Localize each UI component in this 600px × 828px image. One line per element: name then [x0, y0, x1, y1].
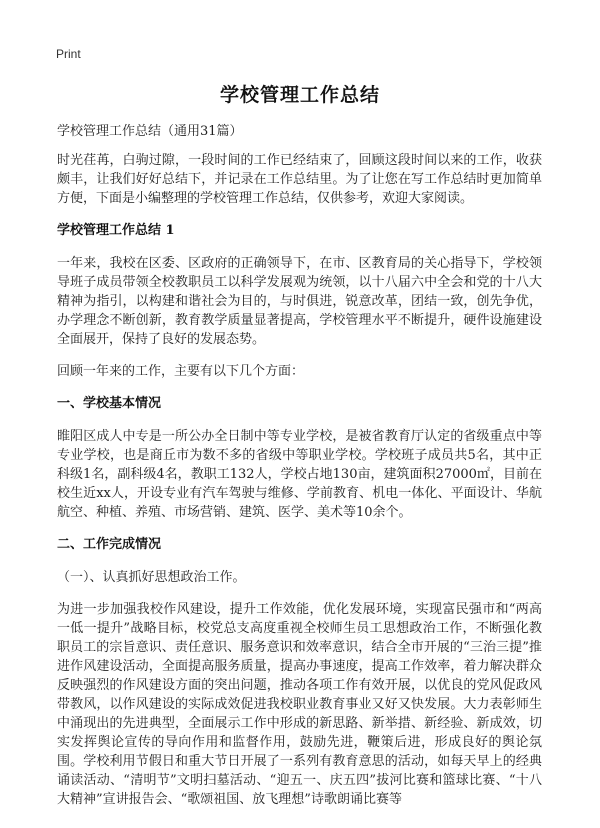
article-heading: 学校管理工作总结 1: [57, 223, 175, 238]
page-title: 学校管理工作总结: [219, 84, 380, 106]
section-1-text: 睢阳区成人中专是一所公办全日制中等专业学校，是被省教育厅认定的省级重点中等专业学校，也是商丘市为数不多的省级中等职业学校。学校班子成员共5名，其中正科级1名，副科级4名，教职工132人，学校占地130亩，建筑面积27000㎡，目前在校生近xx人，开设专业有汽车驾驶与维修、学前教育、机电一体化、平面设计、华航航空、种植、养殖、市场营销、建筑、医学、美术等10余个。: [57, 429, 542, 520]
print-link[interactable]: Print: [56, 47, 81, 61]
intro-paragraph: 时光荏苒，白驹过隙，一段时间的工作已经结束了，回顾这段时间以来的工作，收获颇丰，让我们好好总结下，并记录在工作总结里。为了让您在写工作总结时更加简单方便，下面是小编整理的学校管理工作总结，仅供参考，欢迎大家阅读。: [57, 153, 542, 206]
section-1-heading: 一、学校基本情况: [57, 396, 162, 411]
subsection-1-text: 为进一步加强我校作风建设，提升工作效能，优化发展环境，实现富民强市和“两高一低一提升”战略目标，校党总支高度重视全校师生员工思想政治工作，不断强化教职员工的宗旨意识、责任意识、服务意识和效率意识，结合全市开展的“三治三提”推进作风建设活动，全面提高服务质量，提高办事速度，提高工作效率，着力解决群众反映强烈的作风建设方面的突出问题，推动各项工作有效开展，以优良的党风促政风带教风，以作风建设的实际成效促进我校职业教育事业又好又快发展。大力表彰师生中涌现出的先进典型，全面展示工作中形成的新思路、新举措、新经验、新成效，切实发挥舆论宣传的导向作用和监督作用，鼓励先进，鞭策后进，形成良好的舆论氛围。学校利用节假日和重大节日开展了一系列有教育意思的活动，如每天早上的经典诵读活动、“清明节”文明扫墓活动、“迎五一、庆五四”拔河比赛和篮球比赛、“十八大精神”宣讲报告会、“歌颂祖国、放飞理想”诗歌朗诵比赛等: [57, 602, 542, 807]
section-2-heading: 二、工作完成情况: [57, 537, 162, 552]
paragraph-1: 一年来，我校在区委、区政府的正确领导下，在市、区教育局的关心指导下，学校领导班子成员带领全校教职员工以科学发展观为统领，以十八届六中全会和党的十八大精神为指引，以构建和谐社会为目的，与时俱进，锐意改革，团结一致，创先争优，办学理念不断创新，教育教学质量显著提高，学校管理水平不断提升，硬件设施建设全面展开，保持了良好的发展态势。: [57, 256, 542, 347]
subsection-1-heading: （一）、认真抓好思想政治工作。: [57, 570, 246, 585]
document-subtitle: 学校管理工作总结（通用31篇）: [57, 124, 243, 139]
document-body: [57, 122, 542, 822]
paragraph-2: 回顾一年来的工作，主要有以下几个方面：: [57, 364, 305, 379]
